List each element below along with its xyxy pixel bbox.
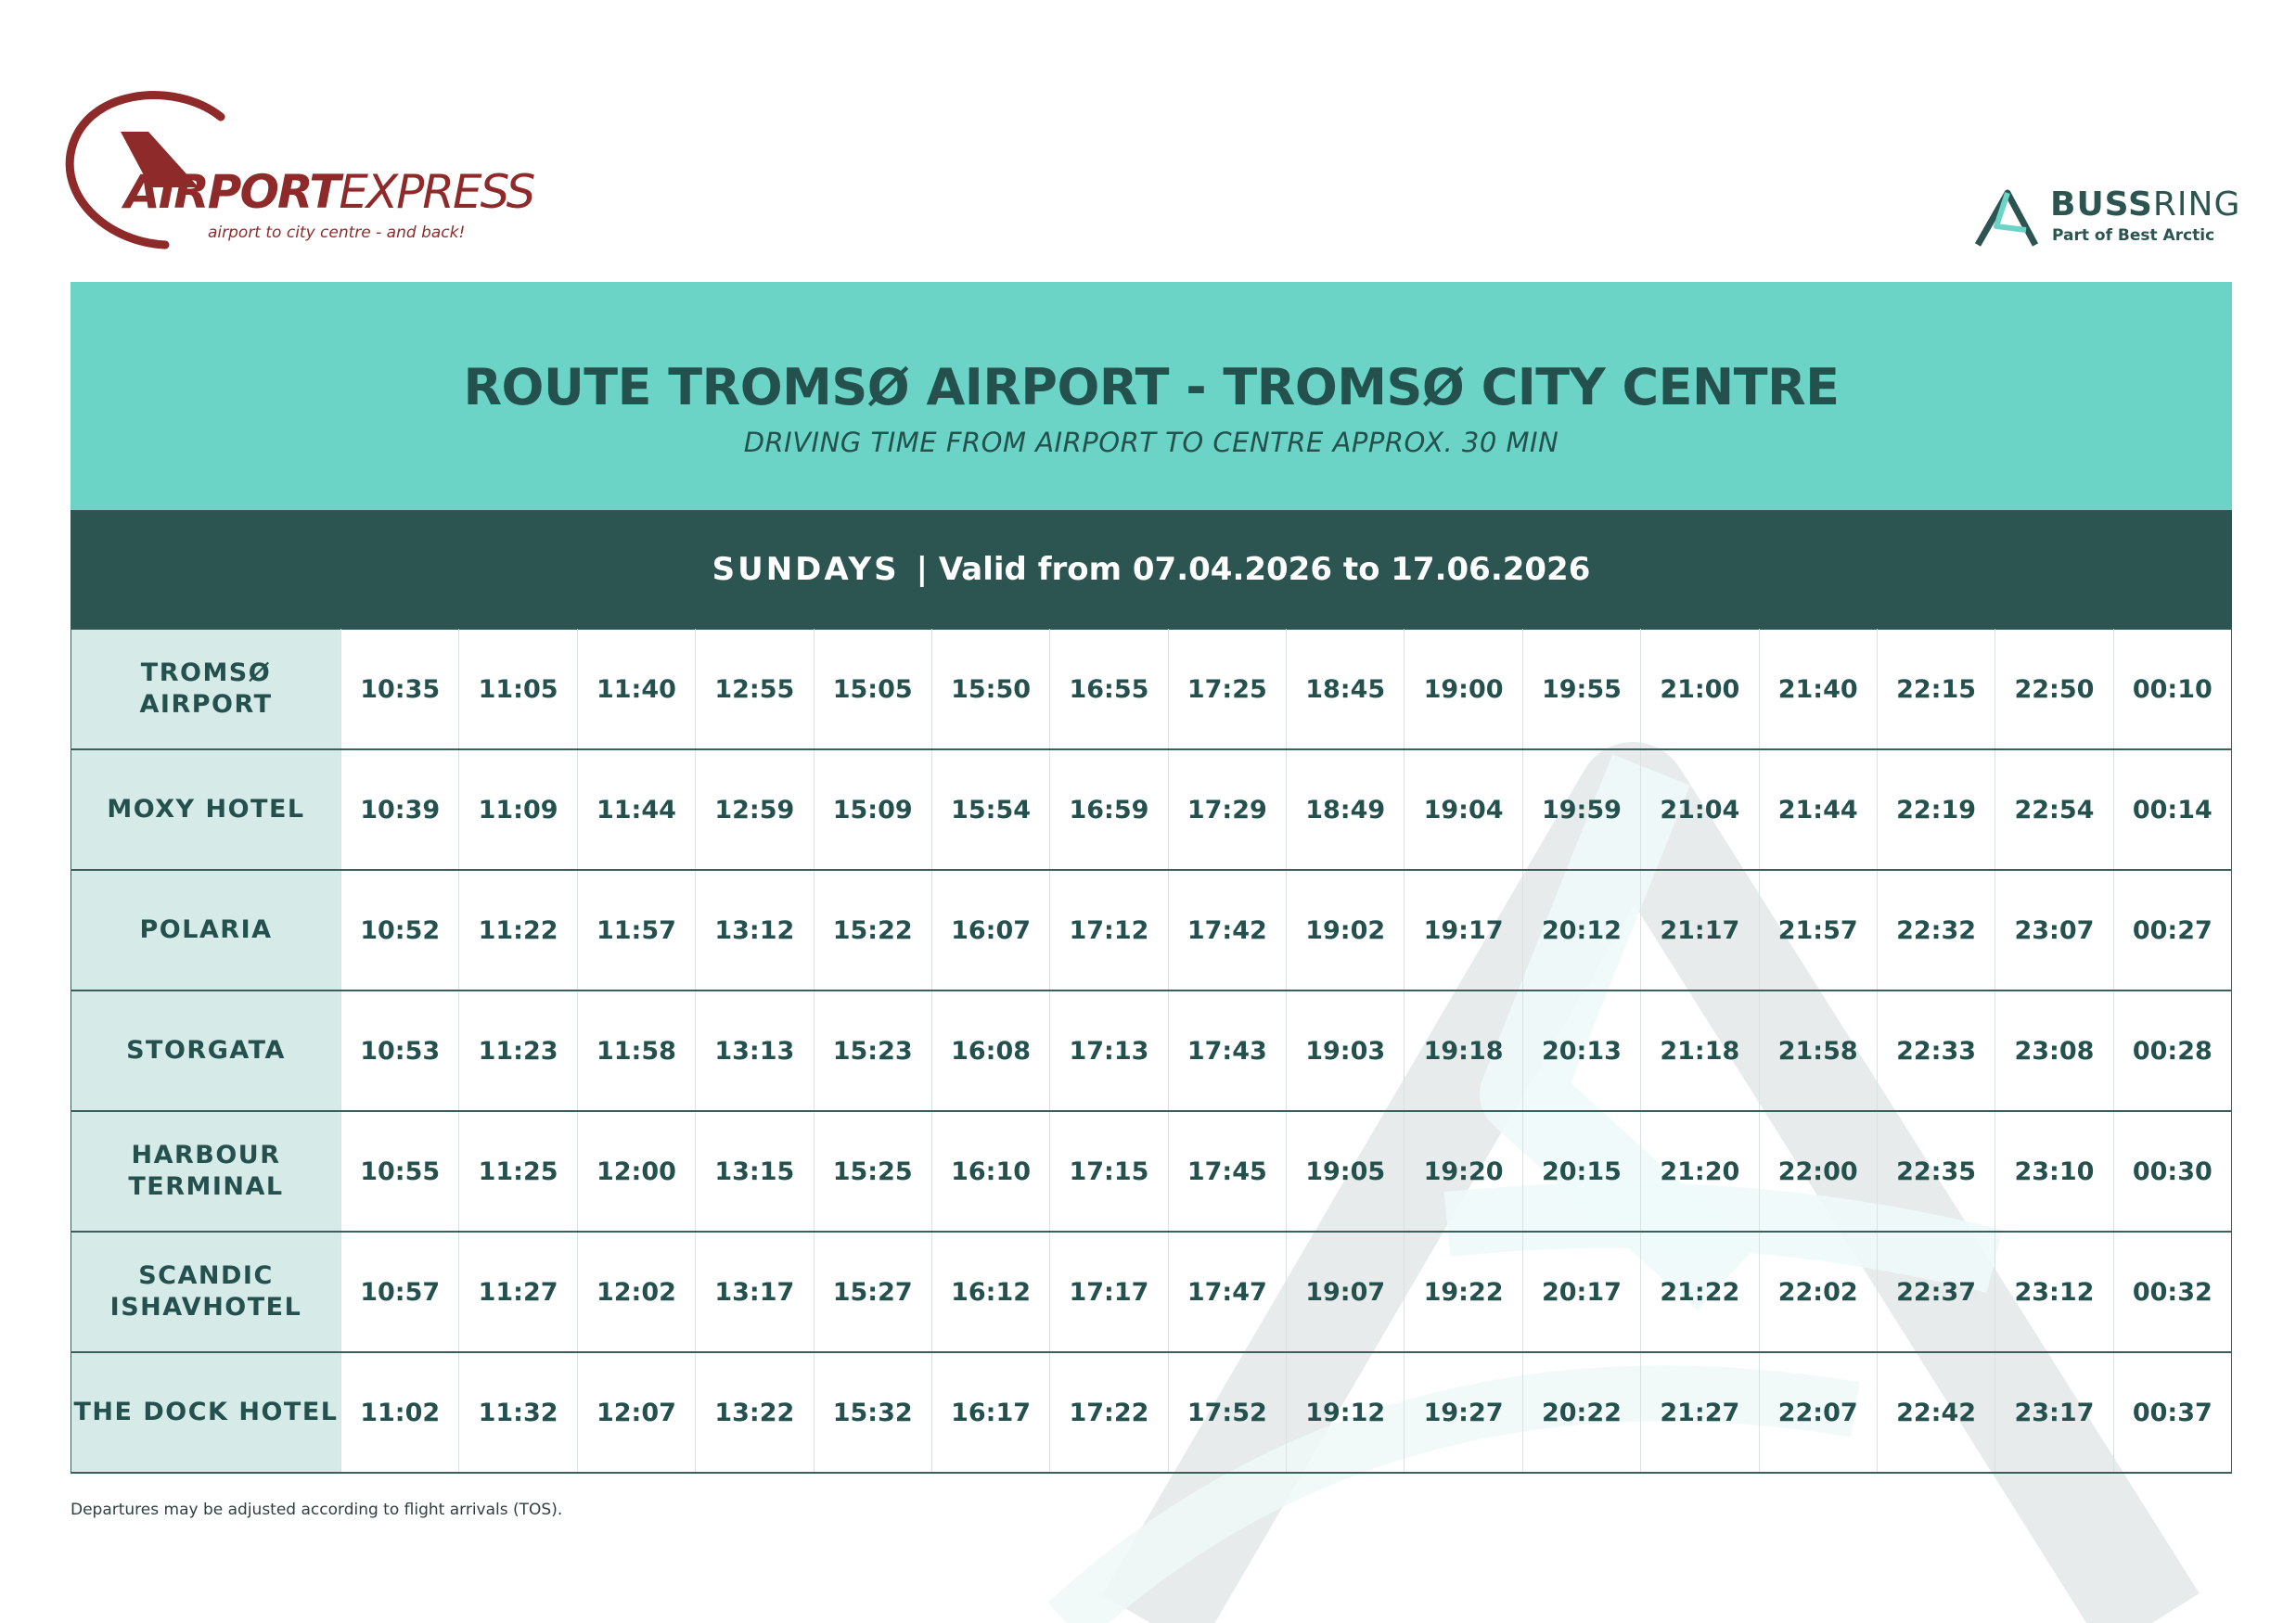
airport-logo-tagline: airport to city centre - and back! (208, 224, 466, 242)
departure-time-cell: 21:40 (1759, 630, 1877, 750)
bussring-wordmark (2050, 185, 2240, 224)
stop-name-cell: THE DOCK HOTEL (71, 1352, 341, 1473)
departure-time-cell: 17:17 (1050, 1232, 1168, 1352)
departure-time-cell: 11:40 (577, 630, 695, 750)
bussring-logo (1974, 185, 2243, 250)
stop-name-cell: STORGATA (71, 990, 341, 1111)
departure-time-cell: 22:54 (1995, 749, 2113, 870)
departure-time-cell: 21:04 (1641, 749, 1759, 870)
page-subtitle: DRIVING TIME FROM AIRPORT TO CENTRE APPROX. 30 MIN (743, 427, 1559, 458)
departure-time-cell: 17:22 (1050, 1352, 1168, 1473)
stylized-a-logo-icon (1974, 189, 2041, 249)
departure-time-cell: 15:22 (814, 870, 931, 990)
departure-time-cell: 13:13 (696, 990, 814, 1111)
departure-time-cell: 00:28 (2113, 990, 2231, 1111)
departure-time-cell: 22:19 (1877, 749, 1995, 870)
departure-time-cell: 17:42 (1168, 870, 1286, 990)
departure-time-cell: 19:27 (1405, 1352, 1522, 1473)
table-row (71, 749, 2232, 870)
departure-time-cell: 17:47 (1168, 1232, 1286, 1352)
table-row (71, 1111, 2232, 1232)
logo-word-thin: EXPRESS (339, 165, 534, 219)
departure-time-cell: 23:10 (1995, 1111, 2113, 1232)
stop-name-cell: POLARIA (71, 870, 341, 990)
departure-time-cell: 11:22 (459, 870, 577, 990)
logo-word-bold: AIRPORT (124, 165, 340, 219)
departure-time-cell: 11:44 (577, 749, 695, 870)
departure-time-cell: 17:43 (1168, 990, 1286, 1111)
departure-time-cell: 19:59 (1522, 749, 1640, 870)
bussring-word-bold: BUSS (2050, 185, 2153, 224)
bussring-word-thin: RING (2152, 185, 2241, 224)
departure-time-cell: 22:35 (1877, 1111, 1995, 1232)
departure-time-cell: 17:45 (1168, 1111, 1286, 1232)
departure-time-cell: 11:27 (459, 1232, 577, 1352)
departure-time-cell: 11:57 (577, 870, 695, 990)
departure-time-cell: 11:58 (577, 990, 695, 1111)
departure-time-cell: 21:20 (1641, 1111, 1759, 1232)
departure-time-cell: 19:07 (1287, 1232, 1405, 1352)
departure-time-cell: 10:55 (341, 1111, 459, 1232)
departure-time-cell: 22:37 (1877, 1232, 1995, 1352)
departure-time-cell: 19:55 (1522, 630, 1640, 750)
departure-time-cell: 10:53 (341, 990, 459, 1111)
departure-time-cell: 20:15 (1522, 1111, 1640, 1232)
departure-time-cell: 00:27 (2113, 870, 2231, 990)
departure-time-cell: 10:52 (341, 870, 459, 990)
table-row (71, 1232, 2232, 1352)
departure-time-cell: 19:05 (1287, 1111, 1405, 1232)
departure-time-cell: 22:02 (1759, 1232, 1877, 1352)
departure-time-cell: 21:27 (1641, 1352, 1759, 1473)
departure-time-cell: 22:33 (1877, 990, 1995, 1111)
departure-time-cell: 19:02 (1287, 870, 1405, 990)
departure-time-cell: 15:23 (814, 990, 931, 1111)
departure-time-cell: 23:08 (1995, 990, 2113, 1111)
departure-time-cell: 15:09 (814, 749, 931, 870)
departure-time-cell: 22:42 (1877, 1352, 1995, 1473)
timetable (71, 629, 2232, 1474)
stop-name-cell: SCANDIC ISHAVHOTEL (71, 1232, 341, 1352)
departure-time-cell: 00:10 (2113, 630, 2231, 750)
departure-time-cell: 17:15 (1050, 1111, 1168, 1232)
departure-time-cell: 10:39 (341, 749, 459, 870)
departure-time-cell: 21:44 (1759, 749, 1877, 870)
departure-time-cell: 11:05 (459, 630, 577, 750)
departure-time-cell: 19:00 (1405, 630, 1522, 750)
page-title: ROUTE TROMSØ AIRPORT - TROMSØ CITY CENTRE (463, 358, 1840, 416)
table-row (71, 1352, 2232, 1473)
departure-time-cell: 12:59 (696, 749, 814, 870)
day-validity-band (71, 510, 2232, 629)
departure-time-cell: 16:08 (931, 990, 1049, 1111)
departure-time-cell: 00:37 (2113, 1352, 2231, 1473)
departure-time-cell: 10:35 (341, 630, 459, 750)
departure-time-cell: 16:10 (931, 1111, 1049, 1232)
departure-time-cell: 19:17 (1405, 870, 1522, 990)
departure-time-cell: 15:54 (931, 749, 1049, 870)
departure-time-cell: 12:55 (696, 630, 814, 750)
departure-time-cell: 11:02 (341, 1352, 459, 1473)
departure-time-cell: 20:17 (1522, 1232, 1640, 1352)
departure-time-cell: 19:03 (1287, 990, 1405, 1111)
departure-time-cell: 11:32 (459, 1352, 577, 1473)
departure-time-cell: 15:25 (814, 1111, 931, 1232)
airport-logo-wordmark (124, 165, 533, 219)
departure-time-cell: 22:07 (1759, 1352, 1877, 1473)
departure-time-cell: 16:17 (931, 1352, 1049, 1473)
departure-time-cell: 20:22 (1522, 1352, 1640, 1473)
departure-time-cell: 23:12 (1995, 1232, 2113, 1352)
departure-time-cell: 11:25 (459, 1111, 577, 1232)
departure-time-cell: 19:20 (1405, 1111, 1522, 1232)
title-band (71, 282, 2232, 510)
departure-time-cell: 12:07 (577, 1352, 695, 1473)
departure-time-cell: 15:32 (814, 1352, 931, 1473)
departure-time-cell: 19:18 (1405, 990, 1522, 1111)
departure-time-cell: 22:00 (1759, 1111, 1877, 1232)
departure-time-cell: 17:25 (1168, 630, 1286, 750)
departure-time-cell: 13:12 (696, 870, 814, 990)
table-row (71, 990, 2232, 1111)
departure-time-cell: 23:17 (1995, 1352, 2113, 1473)
departure-time-cell: 23:07 (1995, 870, 2113, 990)
departure-time-cell: 20:13 (1522, 990, 1640, 1111)
departure-time-cell: 22:32 (1877, 870, 1995, 990)
departure-time-cell: 17:29 (1168, 749, 1286, 870)
departure-time-cell: 10:57 (341, 1232, 459, 1352)
departure-time-cell: 11:23 (459, 990, 577, 1111)
departure-time-cell: 15:27 (814, 1232, 931, 1352)
departure-time-cell: 19:12 (1287, 1352, 1405, 1473)
departure-time-cell: 21:58 (1759, 990, 1877, 1111)
departure-time-cell: 13:15 (696, 1111, 814, 1232)
departure-time-cell: 15:50 (931, 630, 1049, 750)
departure-time-cell: 21:00 (1641, 630, 1759, 750)
stop-name-cell: MOXY HOTEL (71, 749, 341, 870)
departure-time-cell: 00:32 (2113, 1232, 2231, 1352)
departure-time-cell: 16:55 (1050, 630, 1168, 750)
departure-time-cell: 15:05 (814, 630, 931, 750)
departure-time-cell: 18:45 (1287, 630, 1405, 750)
timetable-body (71, 630, 2232, 1474)
departure-time-cell: 00:14 (2113, 749, 2231, 870)
table-row (71, 870, 2232, 990)
departure-time-cell: 00:30 (2113, 1111, 2231, 1232)
validity-label: | Valid from 07.04.2026 to 17.06.2026 (916, 551, 1591, 588)
footnote: Departures may be adjusted according to flight arrivals (TOS). (71, 1501, 563, 1519)
stop-name-cell: TROMSØ AIRPORT (71, 630, 341, 750)
departure-time-cell: 16:59 (1050, 749, 1168, 870)
departure-time-cell: 19:22 (1405, 1232, 1522, 1352)
departure-time-cell: 17:52 (1168, 1352, 1286, 1473)
departure-time-cell: 12:02 (577, 1232, 695, 1352)
departure-time-cell: 20:12 (1522, 870, 1640, 990)
departure-time-cell: 21:22 (1641, 1232, 1759, 1352)
departure-time-cell: 19:04 (1405, 749, 1522, 870)
day-label: SUNDAYS (712, 551, 900, 588)
departure-time-cell: 12:00 (577, 1111, 695, 1232)
departure-time-cell: 22:15 (1877, 630, 1995, 750)
stop-name-cell: HARBOUR TERMINAL (71, 1111, 341, 1232)
departure-time-cell: 21:57 (1759, 870, 1877, 990)
departure-time-cell: 17:13 (1050, 990, 1168, 1111)
table-row (71, 630, 2232, 750)
departure-time-cell: 21:18 (1641, 990, 1759, 1111)
departure-time-cell: 11:09 (459, 749, 577, 870)
departure-time-cell: 13:22 (696, 1352, 814, 1473)
departure-time-cell: 22:50 (1995, 630, 2113, 750)
departure-time-cell: 16:07 (931, 870, 1049, 990)
bussring-subtitle: Part of Best Arctic (2052, 226, 2215, 245)
departure-time-cell: 18:49 (1287, 749, 1405, 870)
departure-time-cell: 16:12 (931, 1232, 1049, 1352)
departure-time-cell: 13:17 (696, 1232, 814, 1352)
airport-express-logo (63, 89, 534, 252)
departure-time-cell: 17:12 (1050, 870, 1168, 990)
departure-time-cell: 21:17 (1641, 870, 1759, 990)
